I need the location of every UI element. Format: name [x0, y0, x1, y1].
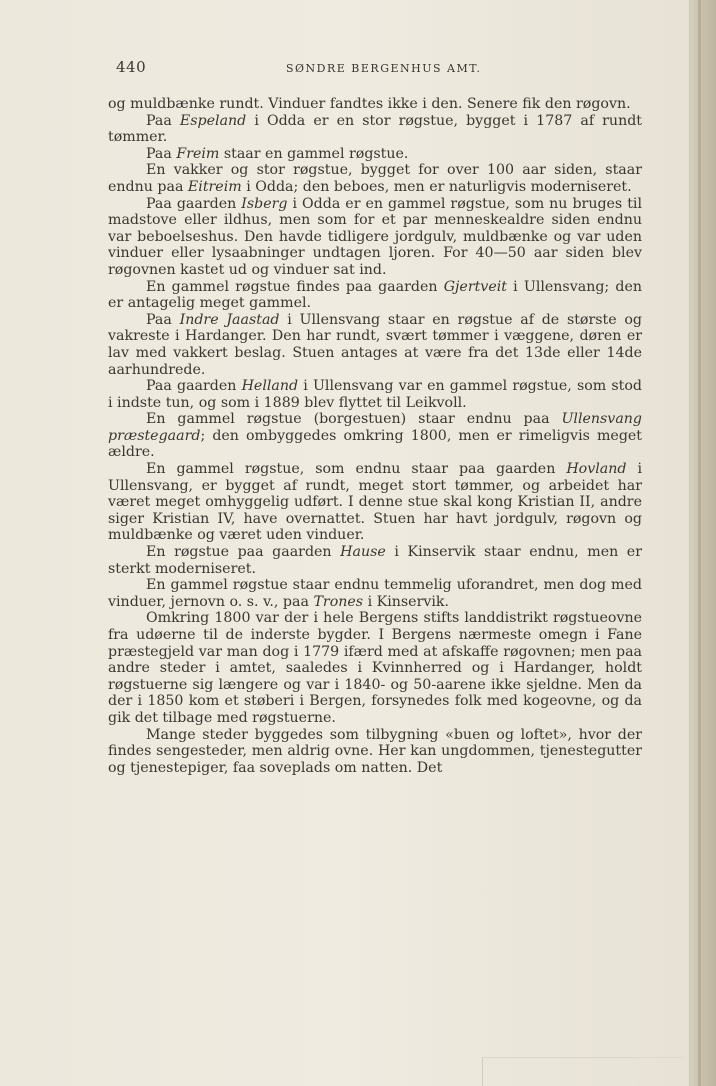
text-run: En gammel røgstue (borgestuen) staar endnu paa	[146, 411, 562, 428]
text-run: i Kinservik staar endnu, men er sterkt moderniseret.	[108, 544, 642, 577]
text-run: i Kinservik.	[363, 593, 450, 610]
text-run: Omkring 1800 var der i hele Bergens stifts landdistrikt røgstueovne fra udøerne til de inderste bygder. I Bergens nærmeste omegn i Fane præstegjeld var man dog i 1779 ifærd med at afskaffe røgovnen; men paa andre steder i amtet, saaledes i Kvinnherred og i Hardanger, holdt røgstuerne sig længere og var i 1840- og 50-aarene ikke sjeldne. Men da der i 1850 kom et støberi i Bergen, forsynedes folk med kogeovne, og da gik det tilbage med røgstuerne.	[108, 610, 642, 726]
text-run: Paa	[146, 311, 180, 328]
paragraph	[108, 113, 642, 146]
paragraph	[108, 146, 642, 163]
place-name: Espeland	[179, 112, 247, 129]
page-number: 440	[116, 58, 147, 76]
place-name: Ullensvang præstegaard	[108, 411, 642, 444]
place-name: Indre Jaastad	[179, 311, 280, 328]
paragraph	[108, 461, 642, 544]
running-title: SØNDRE BERGENHUS AMT.	[286, 62, 482, 75]
place-name: Helland	[241, 378, 299, 395]
text-run: staar en gammel røgstue.	[219, 145, 409, 162]
text-run: Paa	[146, 145, 177, 162]
paragraph	[108, 610, 642, 726]
paragraph	[108, 544, 642, 577]
text-run: En gammel røgstue staar endnu temmelig uforandret, men dog med vinduer, jernovn o. s. v., paa	[108, 577, 642, 610]
paragraph	[108, 727, 642, 777]
paragraph	[108, 312, 642, 378]
text-run: En røgstue paa gaarden	[146, 544, 341, 561]
text-run: Paa gaarden	[146, 195, 242, 212]
paragraph	[108, 162, 642, 195]
text-run: i Ullensvang var en gammel røgstue, som stod i indste tun, og som i 1889 blev flyttet til Leikvoll.	[108, 378, 642, 411]
text-run: ; den ombyggedes omkring 1800, men er rimeligvis meget ældre.	[108, 427, 642, 461]
text-run: i Odda; den beboes, men er naturligvis moderniseret.	[241, 178, 632, 195]
text-run: Mange steder byggedes som tilbygning «buen og loftet», hvor der findes sengesteder, men aldrig ovne. Her kan ungdommen, tjenestegutter og tjenestepiger, faa soveplads om natten. Det	[108, 726, 642, 776]
paragraph	[108, 577, 642, 610]
text-run: Paa	[146, 112, 180, 129]
text-run: En gammel røgstue, som endnu staar paa gaarden	[146, 461, 567, 478]
place-name: Hovland	[566, 461, 627, 478]
place-name: Gjertveit	[443, 278, 507, 295]
text-run: En gammel røgstue findes paa gaarden	[146, 278, 444, 295]
text-run: En vakker og stor røgstue, bygget for over 100 aar siden, staar endnu paa	[108, 162, 642, 195]
text-run: og muldbænke rundt. Vinduer fandtes ikke i den. Senere fik den røgovn.	[108, 96, 631, 112]
paragraph	[108, 378, 642, 411]
place-name: Isberg	[241, 195, 288, 212]
place-name: Hause	[340, 544, 386, 561]
text-run: i Odda er en stor røgstue, bygget i 1787 af rundt tømmer.	[108, 112, 642, 146]
place-name: Trones	[313, 593, 364, 610]
text-run: i Ullensvang; den er antagelig meget gammel.	[108, 278, 642, 312]
book-gutter	[689, 0, 716, 1086]
paragraph	[108, 96, 642, 113]
text-run: Paa gaarden	[146, 378, 242, 395]
text-run: i Ullensvang staar en røgstue af de største og vakreste i Hardanger. Den har rundt, svært tømmer i væggene, døren er lav med vakkert beslag. Stuen antages at være fra det 13de eller 14de aarhundrede.	[108, 311, 643, 378]
page-header	[116, 58, 650, 82]
page-edge-mark	[482, 1057, 683, 1086]
body-text	[108, 96, 642, 776]
paragraph	[108, 411, 642, 461]
paragraph	[108, 196, 642, 279]
place-name: Eitreim	[187, 178, 242, 195]
text-run: i Odda er en gammel røgstue, som nu bruges til madstove eller ildhus, men som for et par menneskealdre siden endnu var beboelseshus. Den havde tidligere jordgulv, muldbænke og var uden vinduer eller lysaabninger undtagen ljoren. For 40—50 aar siden blev røgovnen kastet ud og vinduer sat ind.	[108, 195, 642, 278]
text-run: i Ullensvang, er bygget af rundt, meget stort tømmer, og arbeidet har været meget omhyggelig udført. I denne stue skal kong Kristian II, andre siger Kristian IV, have overnattet. Stuen har havt jordgulv, røgovn og muldbænke og været uden vinduer.	[108, 461, 642, 544]
place-name: Freim	[176, 145, 220, 162]
paragraph	[108, 279, 642, 312]
